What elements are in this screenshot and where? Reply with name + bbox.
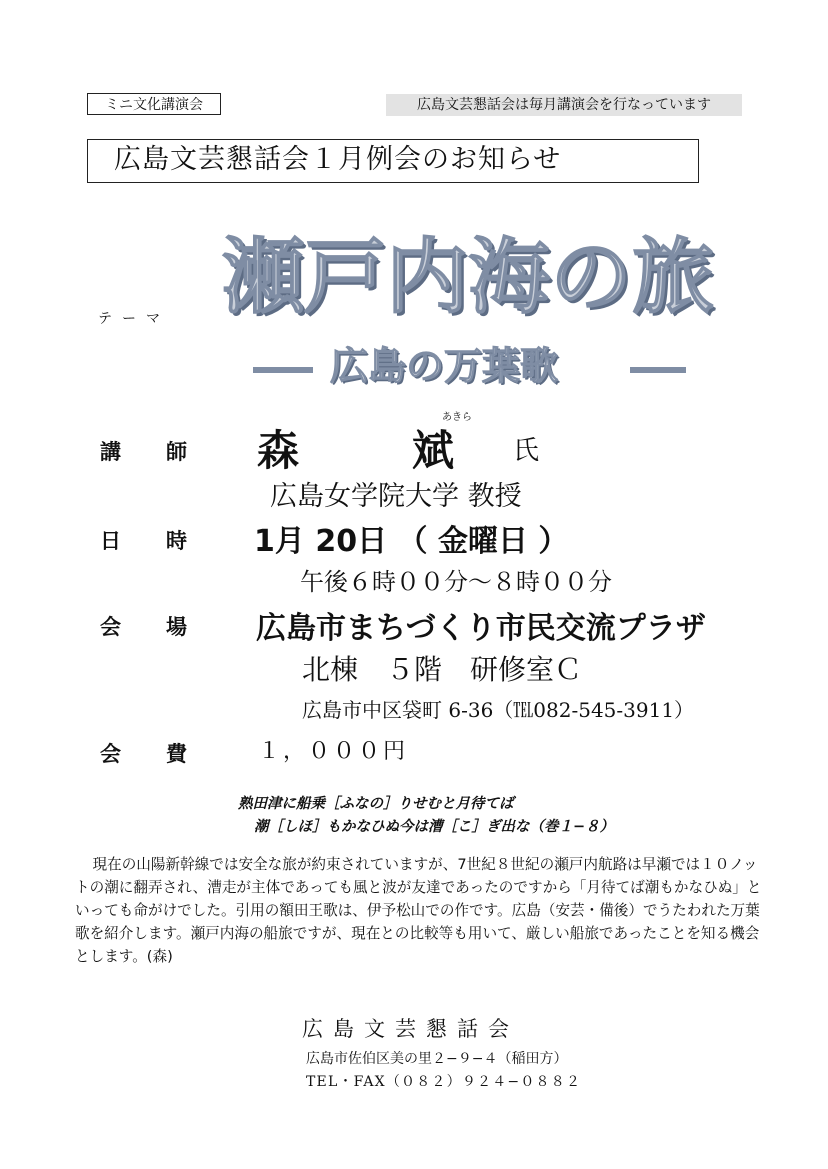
page-title: 広島文芸懇話会１月例会のお知らせ <box>87 139 699 183</box>
lecturer-label-char-2: 師 <box>166 440 187 464</box>
event-date: 1月 20日 （ 金曜日 ） <box>254 524 569 559</box>
datetime-label-char-1: 日 <box>100 529 121 553</box>
lecturer-given-name: 斌 <box>412 426 455 475</box>
lecturer-affiliation: 広島女学院大学 教授 <box>270 481 522 512</box>
fee-label-char-1: 会 <box>100 742 121 766</box>
lecturer-honorific: 氏 <box>513 436 540 466</box>
event-time: 午後６時００分～８時００分 <box>300 568 612 596</box>
lecturer-family-name: 森 <box>257 426 300 475</box>
fee-amount: １，０００円 <box>258 739 409 764</box>
tagline: 広島文芸懇話会は毎月講演会を行なっています <box>386 94 742 116</box>
description-paragraph: 現在の山陽新幹線では安全な旅が約束されていますが、7世紀８世紀の瀬戸内航路は早瀬では１０ノットの潮に翻弄され、漕走が主体であっても風と波が友達であったのですから「月待てば潮もかなひぬ」といっても命がけでした。引用の額田王歌は、伊予松山での作です。広島（安芸・備後）でうたわれた万葉歌を紹介します。瀬戸内海の船旅ですが、現在との比較等も用いて、厳しい船旅であったことを知る機会とします。(森) <box>75 856 762 965</box>
organization-name: 広島文芸懇話会 <box>302 1017 519 1041</box>
venue-label-char-2: 場 <box>166 615 187 639</box>
subtitle-dash-right <box>630 367 686 373</box>
venue-address: 広島市中区袋町 6-36（℡082-545-3911） <box>302 698 695 722</box>
subtitle-dash-left <box>253 367 313 373</box>
fee-label-char-2: 費 <box>166 742 187 766</box>
venue-name: 広島市まちづくり市民交流プラザ <box>256 611 706 646</box>
datetime-label-char-2: 時 <box>166 529 187 553</box>
organization-address: 広島市佐伯区美の里２−９−４（稲田方） <box>306 1051 568 1067</box>
organization-contact: TEL・FAX（０８２）９２４−０８８２ <box>306 1074 582 1090</box>
theme-label: テーマ <box>98 311 170 327</box>
series-tag: ミニ文化講演会 <box>87 93 221 115</box>
poem-line-2: 潮［しほ］もかなひぬ今は漕［こ］ぎ出な（巻１−８） <box>254 819 615 835</box>
lecturer-label-char-1: 講 <box>100 440 121 464</box>
venue-label-char-1: 会 <box>100 615 121 639</box>
theme-title: 瀬戸内海の旅 <box>222 230 715 325</box>
theme-subtitle: 広島の万葉歌 <box>330 344 559 388</box>
venue-room: 北棟 ５階 研修室Ｃ <box>302 653 583 686</box>
lecturer-ruby: あきら <box>442 412 472 423</box>
poem-line-1: 熟田津に船乗［ふなの］りせむと月待てば <box>238 796 514 812</box>
